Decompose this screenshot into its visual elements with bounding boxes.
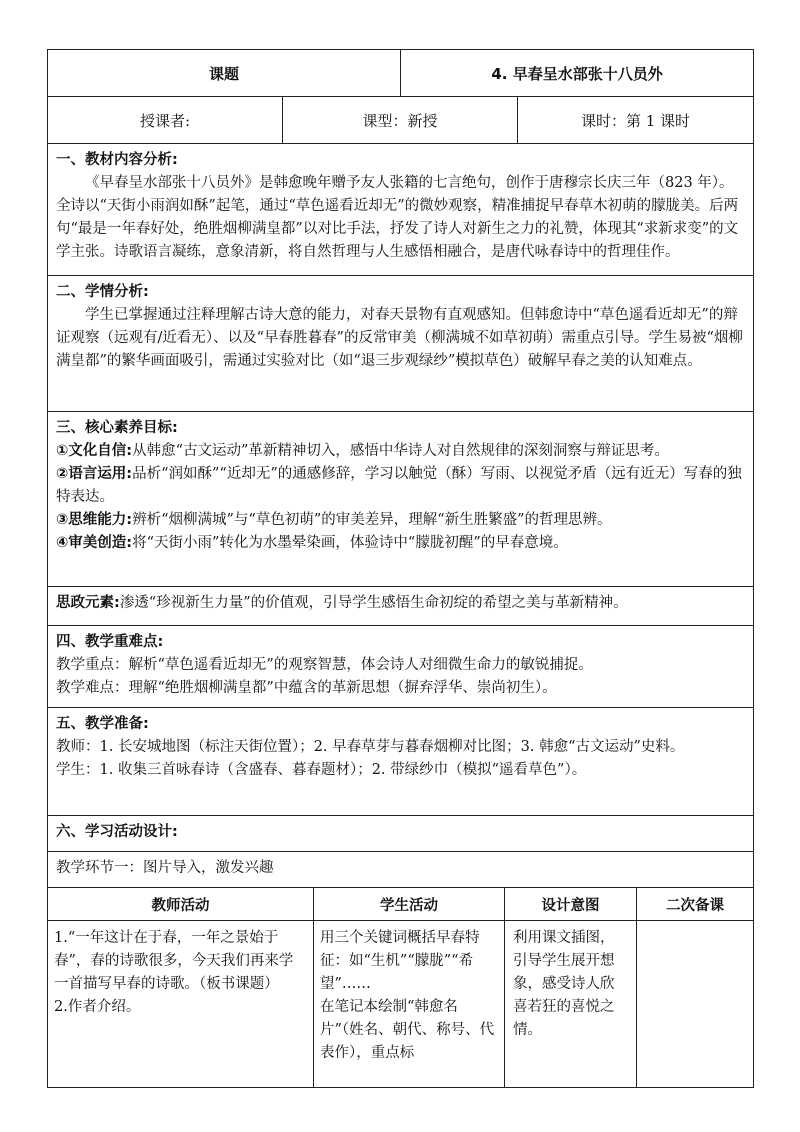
lesson-type: 课型：新授 <box>283 97 518 144</box>
goal-text: 品析“润如酥”“近却无”的通感修辞，学习以触觉（酥）写雨、以视觉矛盾（远有近无）写春的独特表达。 <box>56 466 742 505</box>
section-ideology <box>48 587 754 626</box>
section-title: 五、教学准备: <box>56 716 149 732</box>
section-title: 二、学情分析: <box>56 284 149 300</box>
key-point: 教学重点：解析“草色遥看近却无”的观察智慧，体会诗人对细微生命力的敏锐捕捉。 <box>56 657 593 673</box>
lesson-plan <box>47 49 753 1088</box>
section-content-analysis <box>48 144 754 276</box>
goal-label: ②语言运用: <box>56 466 133 482</box>
section-learner-analysis <box>48 276 754 412</box>
section-title: 三、核心素养目标: <box>56 420 178 436</box>
section-preparation <box>48 708 754 816</box>
section-core-goals <box>48 412 754 587</box>
student-prep: 学生：1. 收集三首咏春诗（含盛春、暮春题材）；2. 带绿纱巾（模拟“遥看草色”）。 <box>56 762 587 778</box>
lesson-plan-table <box>47 49 754 888</box>
column-header: 二次备课 <box>637 888 754 921</box>
meta-row <box>48 97 754 144</box>
topic-label: 课题 <box>48 50 401 97</box>
activity-table <box>47 887 754 1088</box>
column-header: 设计意图 <box>505 888 637 921</box>
goal-label: ③思维能力: <box>56 512 133 528</box>
lesson-period: 课时：第 1 课时 <box>518 97 754 144</box>
section-activity-design <box>48 816 754 852</box>
title-row <box>48 50 754 97</box>
goal-label: ④审美创造: <box>56 535 133 551</box>
second-preparation[interactable] <box>637 921 753 1087</box>
section-key-points <box>48 626 754 708</box>
section-title: 四、教学重难点: <box>56 634 164 650</box>
teacher-field: 授课者: <box>48 97 283 144</box>
section-title: 六、学习活动设计: <box>56 824 178 840</box>
design-intent: 利用课文插图，引导学生展开想象，感受诗人欣喜若狂的喜悦之情。 <box>513 930 615 1038</box>
teaching-step: 教学环节一：图片导入，激发兴趣 <box>56 860 274 876</box>
difficult-point: 教学难点：理解“绝胜烟柳满皇都”中蕴含的革新思想（摒弃浮华、崇尚初生）。 <box>56 680 557 696</box>
goal-text: 辨析“烟柳满城”与“草色初萌”的审美差异，理解“新生胜繁盛”的哲理思辨。 <box>132 512 612 528</box>
column-header: 学生活动 <box>314 888 505 921</box>
topic-value: 4. 早春呈水部张十八员外 <box>401 50 754 97</box>
goal-text: 从韩愈“古文运动”革新精神切入，感悟中华诗人对自然规律的深刻洞察与辩证思考。 <box>132 443 669 459</box>
section-body: 学生已掌握通过注释理解古诗大意的能力，对春天景物有直观感知。但韩愈诗中“草色遥看近却无”的辩证观察（远观有/近看无）、以及“早春胜暮春”的反常审美（柳满城不如草初萌）需重点引导。学生易被“烟柳满皇都”的繁华画面吸引，需通过实验对比（如“退三步观绿纱”模拟草色）破解早春之美的认知难点。 <box>56 307 743 369</box>
student-activity: 用三个关键词概括早春特征：如“生机”“朦胧”“希望”…… 在笔记本绘制“韩愈名片”（姓名、朝代、称号、代表作），重点标 <box>320 930 495 1061</box>
section-title: 一、教材内容分析: <box>56 152 178 168</box>
goal-item <box>56 509 745 532</box>
goal-label: ①文化自信: <box>56 443 133 459</box>
goal-item <box>56 440 745 463</box>
goal-item <box>56 532 745 555</box>
activity-header-row <box>48 888 754 921</box>
teacher-activity: 1.“一年这计在于春，一年之景始于春”，春的诗歌很多，今天我们再来学一首描写早春的诗歌。（板书课题） 2.作者介绍。 <box>54 930 294 1015</box>
step-row <box>48 852 754 888</box>
ideology-label: 思政元素: <box>56 595 120 611</box>
ideology-text: 渗透“珍视新生力量”的价值观，引导学生感悟生命初绽的希望之美与革新精神。 <box>119 595 628 611</box>
column-header: 教师活动 <box>48 888 314 921</box>
goal-item <box>56 463 745 509</box>
teacher-prep: 教师：1. 长安城地图（标注天街位置）；2. 早春草芽与暮春烟柳对比图；3. 韩愈“古文运动”史料。 <box>56 739 685 755</box>
activity-row <box>48 921 754 1088</box>
goal-text: 将“天街小雨”转化为水墨晕染画，体验诗中“朦胧初醒”的早春意境。 <box>132 535 568 551</box>
section-body: 《早春呈水部张十八员外》是韩愈晚年赠予友人张籍的七言绝句，创作于唐穆宗长庆三年（823 年）。全诗以“天街小雨润如酥”起笔，通过“草色遥看近却无”的微妙观察，精准捕捉早春草木初萌的朦胧美。后两句“最是一年春好处，绝胜烟柳满皇都”以对比手法，抒发了诗人对新生之力的礼赞，体现其“求新求变”的文学主张。诗歌语言凝练，意象清新，将自然哲理与人生感悟相融合，是唐代咏春诗中的哲理佳作。 <box>56 175 739 260</box>
